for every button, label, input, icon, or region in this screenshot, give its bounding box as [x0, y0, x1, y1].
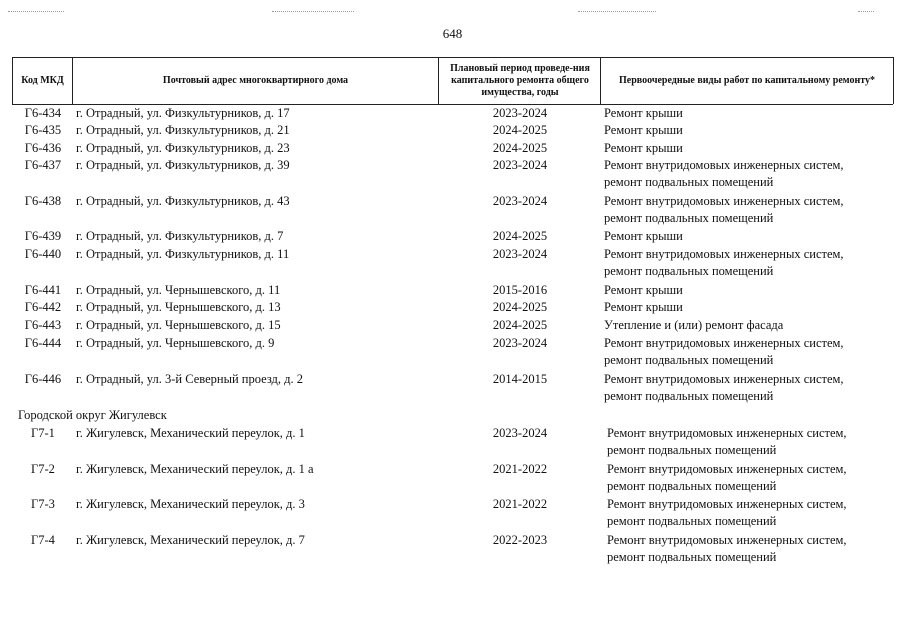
row-address: г. Жигулевск, Механический переулок, д. 1 [76, 426, 305, 440]
row-code: Г6-439 [24, 229, 62, 243]
row-works [607, 425, 902, 459]
row-period: 2024-2025 [492, 318, 548, 332]
work-line: Ремонт крыши [604, 141, 683, 155]
row-code: Г6-438 [24, 194, 62, 208]
row-period: 2021-2022 [492, 462, 548, 476]
row-works [607, 532, 902, 566]
row-works [604, 140, 899, 157]
work-line: Утепление и (или) ремонт фасада [604, 318, 784, 332]
row-address: г. Отрадный, ул. Физкультурников, д. 21 [76, 123, 290, 137]
work-line: Ремонт внутридомовых инженерных систем, [607, 533, 847, 547]
page-number: 648 [442, 26, 463, 41]
header-divider [893, 57, 894, 104]
work-line: ремонт подвальных помещений [607, 443, 777, 457]
work-line: Ремонт внутридомовых инженерных систем, [604, 247, 844, 261]
row-works [604, 246, 899, 280]
work-line: Ремонт крыши [604, 106, 683, 120]
row-address: г. Отрадный, ул. Физкультурников, д. 23 [76, 141, 290, 155]
row-period: 2023-2024 [492, 158, 548, 172]
work-line: Ремонт внутридомовых инженерных систем, [607, 462, 847, 476]
header-divider [438, 57, 439, 104]
row-code: Г6-444 [24, 336, 62, 350]
row-period: 2014-2015 [492, 372, 548, 386]
work-line: Ремонт крыши [604, 123, 683, 137]
row-address: г. Отрадный, ул. Физкультурников, д. 7 [76, 229, 284, 243]
row-address: г. Отрадный, ул. Чернышевского, д. 11 [76, 283, 281, 297]
row-period: 2023-2024 [492, 426, 548, 440]
row-period: 2024-2025 [492, 300, 548, 314]
row-period: 2023-2024 [492, 247, 548, 261]
row-period: 2021-2022 [492, 497, 548, 511]
row-address: г. Отрадный, ул. Физкультурников, д. 11 [76, 247, 290, 261]
row-code: Г7-4 [31, 533, 55, 547]
work-line: Ремонт крыши [604, 229, 683, 243]
row-works [607, 461, 902, 495]
row-address: г. Жигулевск, Механический переулок, д. 1 а [76, 462, 314, 476]
row-works [604, 105, 899, 122]
row-works [604, 335, 899, 369]
work-line: ремонт подвальных помещений [604, 389, 774, 403]
row-works [604, 193, 899, 227]
row-address: г. Отрадный, ул. Чернышевского, д. 13 [76, 300, 281, 314]
header-code: Код МКД [21, 74, 64, 86]
work-line: ремонт подвальных помещений [604, 353, 774, 367]
row-code: Г7-1 [31, 426, 55, 440]
row-period: 2023-2024 [492, 336, 548, 350]
work-line: ремонт подвальных помещений [604, 264, 774, 278]
row-code: Г6-443 [24, 318, 62, 332]
work-line: Ремонт крыши [604, 283, 683, 297]
row-address: г. Отрадный, ул. Чернышевского, д. 15 [76, 318, 281, 332]
scan-mark [578, 11, 656, 12]
row-address: г. Жигулевск, Механический переулок, д. 3 [76, 497, 305, 511]
row-code: Г6-446 [24, 372, 62, 386]
row-period: 2023-2024 [492, 194, 548, 208]
row-period: 2024-2025 [492, 123, 548, 137]
row-address: г. Отрадный, ул. Физкультурников, д. 39 [76, 158, 290, 172]
row-works [604, 228, 899, 245]
work-line: ремонт подвальных помещений [604, 175, 774, 189]
row-works [604, 157, 899, 191]
row-address: г. Жигулевск, Механический переулок, д. 7 [76, 533, 305, 547]
header-period: Плановый период проведе-ния капитального ремонта общего имущества, годы [450, 62, 590, 98]
row-period: 2015-2016 [492, 283, 548, 297]
row-code: Г6-435 [24, 123, 62, 137]
row-code: Г6-442 [24, 300, 62, 314]
row-works [604, 299, 899, 316]
row-code: Г6-434 [24, 106, 62, 120]
work-line: Ремонт внутридомовых инженерных систем, [604, 194, 844, 208]
row-address: г. Отрадный, ул. Физкультурников, д. 43 [76, 194, 290, 208]
row-address: г. Отрадный, ул. Физкультурников, д. 17 [76, 106, 290, 120]
row-works [604, 371, 899, 405]
work-line: ремонт подвальных помещений [604, 211, 774, 225]
work-line: Ремонт внутридомовых инженерных систем, [604, 336, 844, 350]
row-works [604, 317, 899, 334]
row-period: 2024-2025 [492, 229, 548, 243]
work-line: ремонт подвальных помещений [607, 479, 777, 493]
row-address: г. Отрадный, ул. 3-й Северный проезд, д. 2 [76, 372, 304, 386]
row-works [604, 122, 899, 139]
row-works [607, 496, 902, 530]
section-title: Городской округ Жигулевск [18, 408, 167, 422]
work-line: Ремонт крыши [604, 300, 683, 314]
row-period: 2024-2025 [492, 141, 548, 155]
work-line: Ремонт внутридомовых инженерных систем, [604, 158, 844, 172]
work-line: Ремонт внутридомовых инженерных систем, [607, 497, 847, 511]
row-code: Г6-437 [24, 158, 62, 172]
scan-mark [858, 11, 874, 12]
scan-mark [8, 11, 64, 12]
work-line: Ремонт внутридомовых инженерных систем, [604, 372, 844, 386]
row-code: Г7-2 [31, 462, 55, 476]
row-period: 2023-2024 [492, 106, 548, 120]
work-line: Ремонт внутридомовых инженерных систем, [607, 426, 847, 440]
row-works [604, 282, 899, 299]
header-address: Почтовый адрес многоквартирного дома [162, 74, 349, 86]
row-code: Г7-3 [31, 497, 55, 511]
row-code: Г6-436 [24, 141, 62, 155]
header-divider [600, 57, 601, 104]
header-works: Первоочередные виды работ по капитальному ремонту* [619, 74, 875, 86]
row-code: Г6-441 [24, 283, 62, 297]
row-code: Г6-440 [24, 247, 62, 261]
row-period: 2022-2023 [492, 533, 548, 547]
scan-mark [272, 11, 354, 12]
work-line: ремонт подвальных помещений [607, 514, 777, 528]
row-address: г. Отрадный, ул. Чернышевского, д. 9 [76, 336, 275, 350]
work-line: ремонт подвальных помещений [607, 550, 777, 564]
